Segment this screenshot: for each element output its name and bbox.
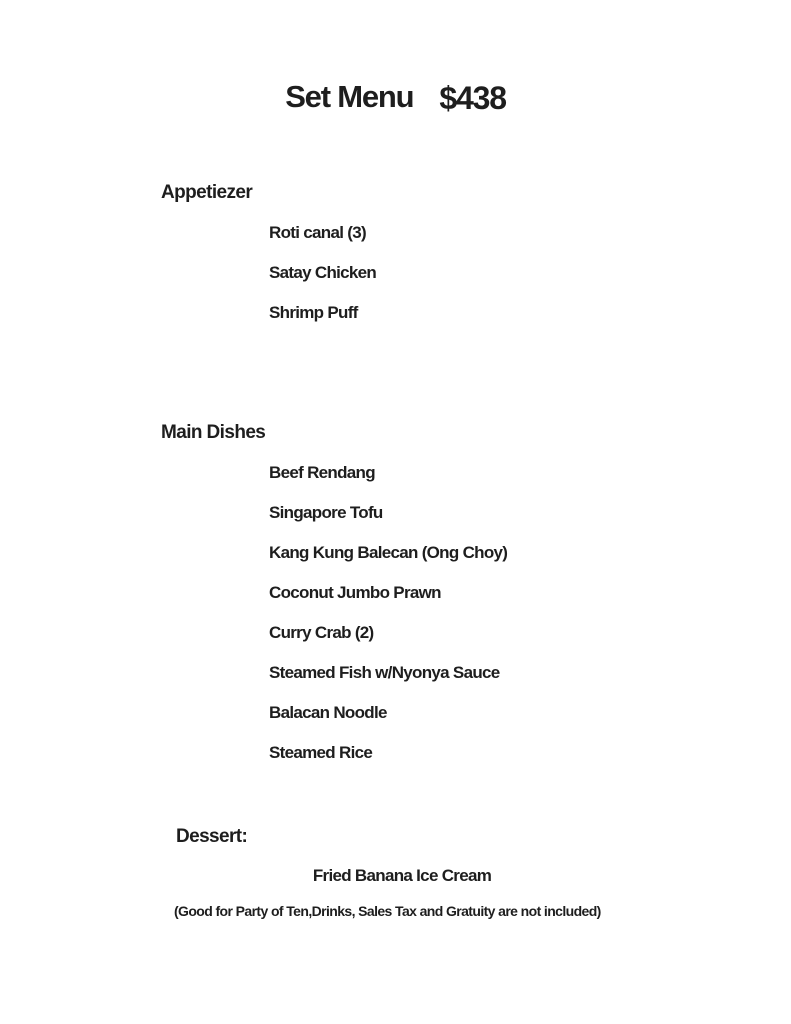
- dessert-heading: Dessert:: [176, 826, 248, 847]
- dessert-item: Fried Banana Ice Cream: [312, 866, 492, 885]
- appetizer-list: [269, 222, 376, 342]
- list-item: Steamed Fish w/Nyonya Sauce: [269, 663, 500, 682]
- list-item: Coconut Jumbo Prawn: [269, 583, 441, 602]
- list-item: Roti canal (3): [269, 223, 366, 242]
- list-item: Curry Crab (2): [269, 623, 374, 642]
- main-dishes-list: [269, 462, 507, 782]
- list-item: Steamed Rice: [269, 743, 373, 762]
- list-item: Kang Kung Balecan (Ong Choy): [269, 543, 508, 562]
- list-item: Satay Chicken: [269, 263, 377, 282]
- appetizer-heading: Appetiezer: [161, 182, 253, 203]
- list-item: Shrimp Puff: [269, 303, 358, 322]
- menu-note: (Good for Party of Ten,Drinks, Sales Tax and Gratuity are not included): [174, 903, 601, 919]
- list-item: Singapore Tofu: [269, 503, 383, 522]
- menu-price: $438: [439, 80, 506, 116]
- menu-header: [0, 78, 791, 115]
- list-item: Beef Rendang: [269, 463, 375, 482]
- main-dishes-heading: Main Dishes: [161, 422, 266, 443]
- list-item: Balacan Noodle: [269, 703, 387, 722]
- menu-title: Set Menu: [285, 79, 414, 114]
